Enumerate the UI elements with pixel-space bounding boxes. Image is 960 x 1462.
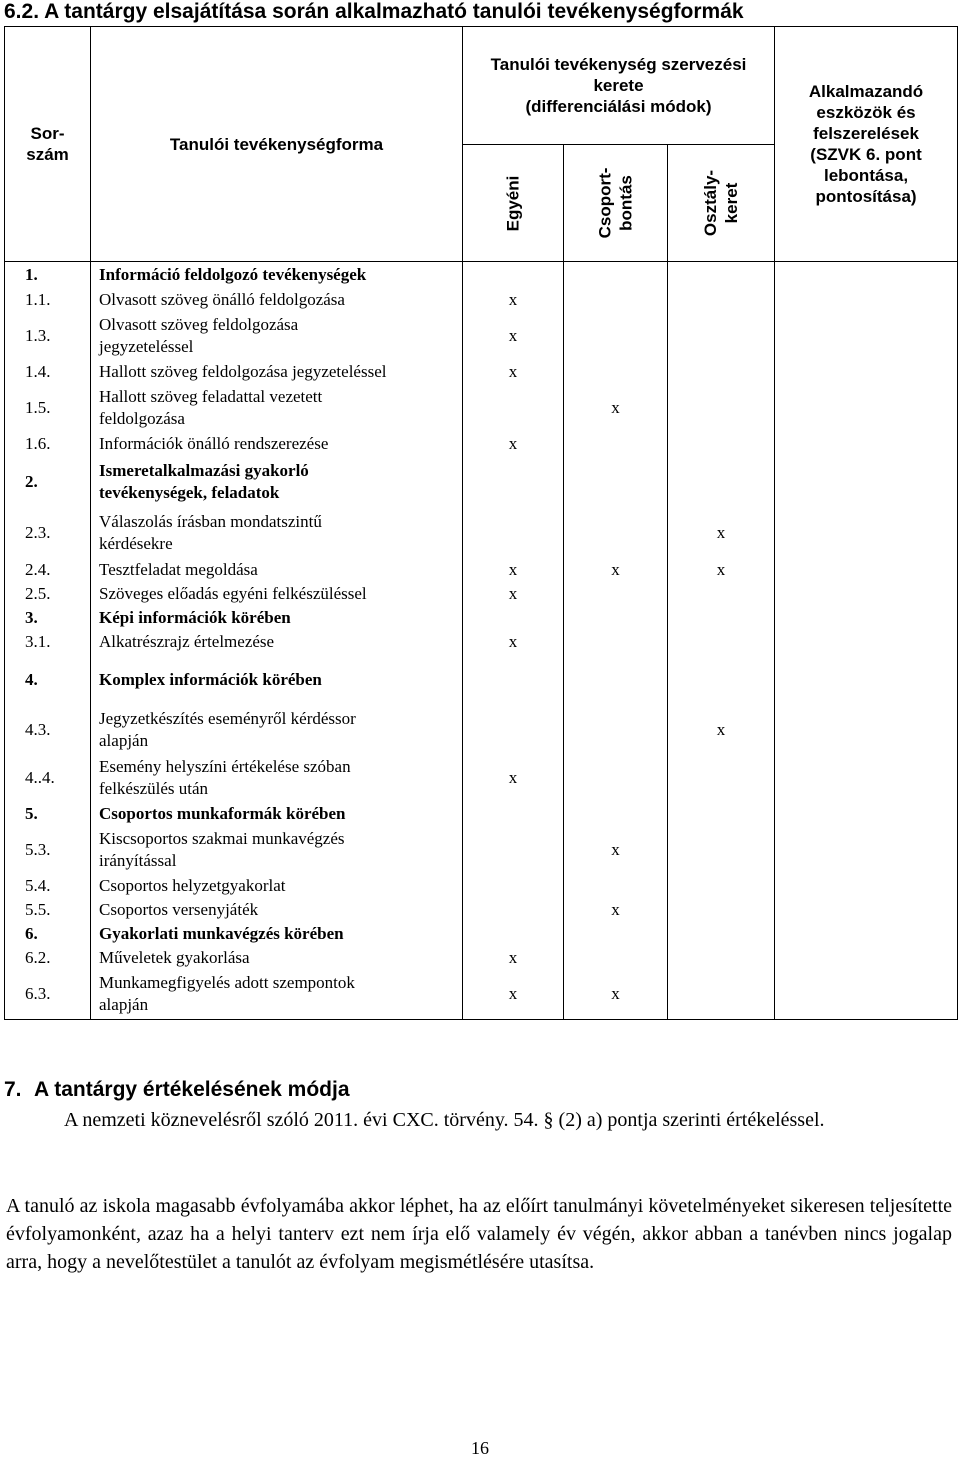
- row-number: 1.5.: [5, 384, 91, 432]
- table-row: [5, 630, 958, 654]
- row-mark-osztaly: [668, 898, 775, 922]
- row-mark-csoport: [564, 312, 668, 360]
- header-osztaly: Osztály- keret: [668, 145, 775, 262]
- header-forma: Tanulói tevékenységforma: [91, 27, 463, 262]
- table-row: [5, 946, 958, 970]
- row-eszkozok: [775, 312, 958, 360]
- row-mark-egyeni: [463, 456, 564, 508]
- row-eszkozok: [775, 826, 958, 874]
- row-number: 2.: [5, 456, 91, 508]
- row-mark-osztaly: [668, 606, 775, 630]
- table-body: [5, 262, 958, 1020]
- page-number: 16: [471, 1438, 489, 1458]
- row-mark-egyeni: x: [463, 970, 564, 1020]
- row-eszkozok: [775, 922, 958, 946]
- row-mark-csoport: [564, 874, 668, 898]
- row-number: 5.: [5, 802, 91, 826]
- row-number: 5.4.: [5, 874, 91, 898]
- table-row: [5, 898, 958, 922]
- row-mark-egyeni: [463, 874, 564, 898]
- row-number: 6.: [5, 922, 91, 946]
- row-eszkozok: [775, 630, 958, 654]
- table-row: [5, 922, 958, 946]
- row-mark-egyeni: [463, 898, 564, 922]
- header-sorszam: Sor- szám: [5, 27, 91, 262]
- table-row: [5, 432, 958, 456]
- assessment-paragraph: A nemzeti köznevelésről szóló 2011. évi CXC. törvény. 54. § (2) a) pontja szerinti értékeléssel.: [64, 1109, 825, 1131]
- table-row: [5, 754, 958, 802]
- row-mark-osztaly: x: [668, 706, 775, 754]
- row-mark-osztaly: [668, 432, 775, 456]
- row-number: 1.4.: [5, 360, 91, 384]
- row-eszkozok: [775, 706, 958, 754]
- row-mark-osztaly: [668, 922, 775, 946]
- section-heading: 6.2. A tantárgy elsajátítása során alkalmazható tanulói tevékenységformák: [4, 0, 744, 23]
- table-row: [5, 558, 958, 582]
- row-number: 5.5.: [5, 898, 91, 922]
- row-activity: Hallott szöveg feldolgozása jegyzeteléssel: [91, 360, 463, 384]
- row-mark-osztaly: [668, 654, 775, 706]
- row-number: 1.: [5, 262, 91, 288]
- row-mark-egyeni: x: [463, 360, 564, 384]
- row-mark-csoport: [564, 754, 668, 802]
- row-eszkozok: [775, 898, 958, 922]
- row-mark-egyeni: x: [463, 558, 564, 582]
- table-row: [5, 384, 958, 432]
- table-row: [5, 582, 958, 606]
- row-number: 4.: [5, 654, 91, 706]
- row-activity: Gyakorlati munkavégzés körében: [91, 922, 463, 946]
- row-number: 6.3.: [5, 970, 91, 1020]
- row-mark-csoport: [564, 432, 668, 456]
- row-eszkozok: [775, 606, 958, 630]
- row-mark-egyeni: [463, 706, 564, 754]
- row-mark-csoport: [564, 802, 668, 826]
- row-eszkozok: [775, 654, 958, 706]
- row-mark-osztaly: [668, 384, 775, 432]
- row-mark-osztaly: [668, 456, 775, 508]
- row-mark-csoport: x: [564, 558, 668, 582]
- row-mark-csoport: x: [564, 826, 668, 874]
- row-eszkozok: [775, 874, 958, 898]
- row-mark-csoport: [564, 946, 668, 970]
- row-number: 3.1.: [5, 630, 91, 654]
- row-eszkozok: [775, 802, 958, 826]
- row-eszkozok: [775, 456, 958, 508]
- row-eszkozok: [775, 754, 958, 802]
- row-activity: Munkamegfigyelés adott szempontok alapján: [91, 970, 463, 1020]
- row-mark-osztaly: [668, 970, 775, 1020]
- table-row: [5, 312, 958, 360]
- row-mark-osztaly: [668, 946, 775, 970]
- row-eszkozok: [775, 508, 958, 558]
- row-mark-csoport: [564, 288, 668, 312]
- header-egyeni: Egyéni: [463, 145, 564, 262]
- row-mark-csoport: [564, 582, 668, 606]
- row-activity: Alkatrészrajz értelmezése: [91, 630, 463, 654]
- row-mark-egyeni: [463, 654, 564, 706]
- row-number: 4..4.: [5, 754, 91, 802]
- row-activity: Jegyzetkészítés eseményről kérdéssor alapján: [91, 706, 463, 754]
- row-mark-egyeni: [463, 262, 564, 288]
- row-mark-csoport: [564, 922, 668, 946]
- row-eszkozok: [775, 970, 958, 1020]
- row-activity: Információ feldolgozó tevékenységek: [91, 262, 463, 288]
- row-mark-csoport: [564, 654, 668, 706]
- row-mark-csoport: [564, 630, 668, 654]
- row-activity: Szöveges előadás egyéni felkészüléssel: [91, 582, 463, 606]
- table-row: [5, 456, 958, 508]
- table-row: [5, 874, 958, 898]
- row-activity: Esemény helyszíni értékelése szóban felkészülés után: [91, 754, 463, 802]
- section-7-number: 7.: [4, 1078, 22, 1101]
- row-mark-osztaly: [668, 754, 775, 802]
- row-activity: Ismeretalkalmazási gyakorló tevékenységek, feladatok: [91, 456, 463, 508]
- row-eszkozok: [775, 582, 958, 606]
- row-eszkozok: [775, 432, 958, 456]
- row-number: 2.5.: [5, 582, 91, 606]
- row-eszkozok: [775, 262, 958, 288]
- row-mark-osztaly: x: [668, 558, 775, 582]
- table-row: [5, 360, 958, 384]
- row-mark-osztaly: x: [668, 508, 775, 558]
- row-eszkozok: [775, 288, 958, 312]
- row-mark-egyeni: x: [463, 630, 564, 654]
- table-row: [5, 802, 958, 826]
- table-row: [5, 970, 958, 1020]
- row-number: 4.3.: [5, 706, 91, 754]
- row-mark-csoport: x: [564, 970, 668, 1020]
- row-eszkozok: [775, 558, 958, 582]
- row-mark-osztaly: [668, 262, 775, 288]
- row-number: 5.3.: [5, 826, 91, 874]
- row-mark-osztaly: [668, 312, 775, 360]
- row-activity: Csoportos versenyjáték: [91, 898, 463, 922]
- section-7-heading: [4, 1078, 350, 1102]
- table-row: [5, 288, 958, 312]
- promotion-paragraph: A tanuló az iskola magasabb évfolyamába akkor léphet, ha az előírt tanulmányi követelményeket sikeresen teljesítette évfolyamonként, azaz ha a helyi tanterv ezt nem írja elő valamely év végén, akkor abban a tanévben nincs jogalap arra, hogy a nevelőtestület a tanulót az évfolyam megismétlésére utasítsa.: [6, 1195, 952, 1273]
- row-number: 1.1.: [5, 288, 91, 312]
- header-eszkozok: Alkalmazandó eszközök és felszerelések (SZVK 6. pont lebontása, pontosítása): [775, 27, 958, 262]
- row-eszkozok: [775, 360, 958, 384]
- row-activity: Komplex információk körében: [91, 654, 463, 706]
- row-mark-osztaly: [668, 630, 775, 654]
- table-row: [5, 654, 958, 706]
- row-mark-osztaly: [668, 582, 775, 606]
- row-mark-egyeni: [463, 606, 564, 630]
- row-mark-osztaly: [668, 802, 775, 826]
- table-row: [5, 706, 958, 754]
- row-activity: Információk önálló rendszerezése: [91, 432, 463, 456]
- header-keret: Tanulói tevékenység szervezési kerete (differenciálási módok): [463, 27, 775, 145]
- header-csoport: Csoport- bontás: [564, 145, 668, 262]
- row-mark-egyeni: x: [463, 312, 564, 360]
- row-mark-egyeni: x: [463, 432, 564, 456]
- row-mark-csoport: [564, 706, 668, 754]
- row-number: 3.: [5, 606, 91, 630]
- table-row: [5, 508, 958, 558]
- row-activity: Olvasott szöveg feldolgozása jegyzeteléssel: [91, 312, 463, 360]
- row-mark-egyeni: x: [463, 582, 564, 606]
- table-row: [5, 826, 958, 874]
- row-activity: Képi információk körében: [91, 606, 463, 630]
- row-number: 2.3.: [5, 508, 91, 558]
- row-mark-csoport: [564, 508, 668, 558]
- row-mark-egyeni: x: [463, 754, 564, 802]
- row-number: 1.6.: [5, 432, 91, 456]
- section-7-title: A tantárgy értékelésének módja: [34, 1078, 350, 1101]
- row-eszkozok: [775, 946, 958, 970]
- row-mark-csoport: [564, 456, 668, 508]
- row-mark-csoport: x: [564, 384, 668, 432]
- row-activity: Csoportos munkaformák körében: [91, 802, 463, 826]
- table-row: [5, 606, 958, 630]
- table-row: [5, 262, 958, 288]
- row-number: 2.4.: [5, 558, 91, 582]
- row-mark-egyeni: x: [463, 288, 564, 312]
- row-mark-osztaly: [668, 874, 775, 898]
- row-activity: Műveletek gyakorlása: [91, 946, 463, 970]
- row-eszkozok: [775, 384, 958, 432]
- row-mark-egyeni: x: [463, 946, 564, 970]
- row-number: 1.3.: [5, 312, 91, 360]
- row-mark-egyeni: [463, 826, 564, 874]
- row-mark-egyeni: [463, 922, 564, 946]
- row-mark-osztaly: [668, 826, 775, 874]
- row-mark-csoport: [564, 262, 668, 288]
- row-mark-csoport: x: [564, 898, 668, 922]
- row-mark-egyeni: [463, 802, 564, 826]
- activity-table: [4, 26, 958, 1020]
- row-mark-osztaly: [668, 288, 775, 312]
- row-activity: Csoportos helyzetgyakorlat: [91, 874, 463, 898]
- row-mark-egyeni: [463, 384, 564, 432]
- row-activity: Olvasott szöveg önálló feldolgozása: [91, 288, 463, 312]
- row-activity: Válaszolás írásban mondatszintű kérdésekre: [91, 508, 463, 558]
- row-number: 6.2.: [5, 946, 91, 970]
- row-activity: Hallott szöveg feladattal vezetett feldolgozása: [91, 384, 463, 432]
- row-activity: Kiscsoportos szakmai munkavégzés irányítással: [91, 826, 463, 874]
- row-activity: Tesztfeladat megoldása: [91, 558, 463, 582]
- row-mark-osztaly: [668, 360, 775, 384]
- row-mark-egyeni: [463, 508, 564, 558]
- row-mark-csoport: [564, 360, 668, 384]
- row-mark-csoport: [564, 606, 668, 630]
